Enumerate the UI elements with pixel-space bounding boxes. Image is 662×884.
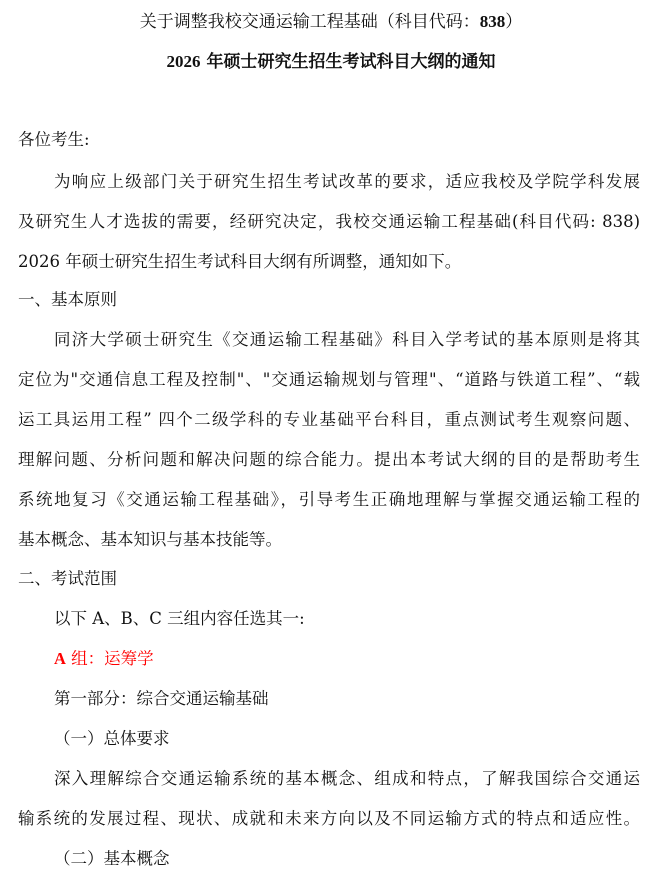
title-year: 2026 [166,52,201,71]
section-1-line: 定位为"交通信息工程及控制"、"交通运输规划与管理"、“道路与铁道工程”、“载 [18,370,640,389]
section-1-line: 系统地复习《交通运输工程基础》，引导考生正确地理解与掌握交通运输工程的 [18,490,640,509]
title-paren: ） [505,12,523,32]
section-2-heading: 二、考试范围 [18,569,117,588]
section-1-line: 同济大学硕士研究生《交通运输工程基础》科目入学考试的基本原则是将其 [54,330,640,349]
subsection-1-line: 输系统的发展过程、现状、成就和未来方向以及不同运输方式的特点和适应性。 [18,809,640,828]
salutation: 各位考生: [18,130,90,149]
title-text: 关于调整我校交通运输工程基础（科目代码： [139,12,480,32]
title-text: 年硕士研究生招生考试科目大纲的通知 [200,52,496,72]
title-line-1 [0,10,662,34]
intro-line: 为响应上级部门关于研究生招生考试改革的要求，适应我校及学院学科发展 [54,172,640,191]
section-1-line: 理解问题、分析问题和解决问题的综合能力。提出本考试大纲的目的是帮助考生 [18,450,640,469]
title-line-2 [0,50,662,74]
group-title: 组：运筹学 [65,649,154,668]
section-1-line: 基本概念、基本知识与基本技能等。 [18,530,282,549]
subsection-1-line: 深入理解综合交通运输系统的基本概念、组成和特点，了解我国综合交通运 [54,769,640,788]
section-1-line: 运工具运用工程” 四个二级学科的专业基础平台科目，重点测试考生观察问题、 [18,410,640,429]
intro-line: 2026 年硕士研究生招生考试科目大纲有所调整，通知如下。 [18,252,462,271]
intro-line: 及研究生人才选拔的需要，经研究决定，我校交通运输工程基础(科目代码: 838) [18,212,640,231]
section-1-heading: 一、基本原则 [18,290,117,309]
group-letter: A [54,649,66,668]
subsection-1-heading: （一）总体要求 [54,729,170,748]
subsection-2-heading: （二）基本概念 [54,849,170,868]
part-1-heading: 第一部分：综合交通运输基础 [54,689,269,708]
group-a-heading [54,647,662,671]
choose-group-line: 以下 A、B、C 三组内容任选其一: [54,609,305,628]
subject-code: 838 [479,12,506,31]
